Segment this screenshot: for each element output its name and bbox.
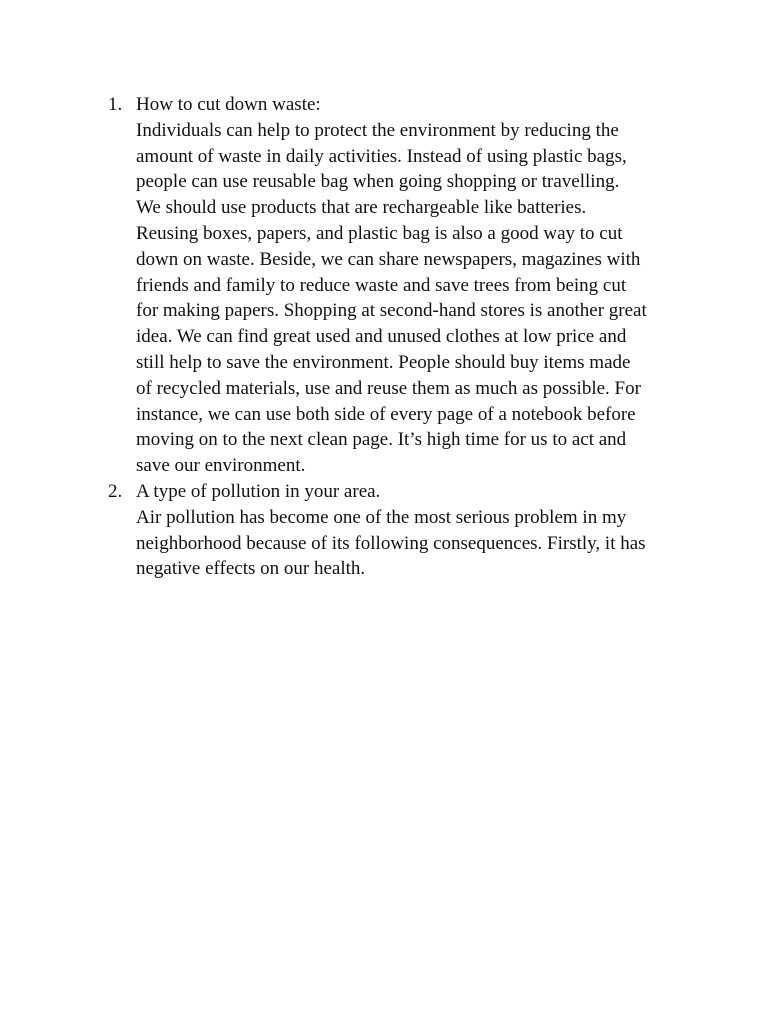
item-number: 1. [108, 94, 123, 115]
paragraph-line: instance, we can use both side of every page of a notebook before [136, 403, 636, 425]
paragraph-line: idea. We can find great used and unused clothes at low price and [136, 326, 627, 348]
paragraph-line: for making papers. Shopping at second-hand stores is another great [136, 300, 647, 322]
paragraph-line: down on waste. Beside, we can share newspapers, magazines with [136, 248, 641, 270]
item-number: 2. [108, 480, 123, 502]
paragraph-line: people can use reusable bag when going shopping or travelling. [136, 171, 620, 193]
list-item-1 [104, 92, 704, 479]
paragraph-line: We should use products that are rechargeable like batteries. [136, 197, 587, 219]
paragraph-line: friends and family to reduce waste and save trees from being cut [136, 274, 627, 296]
paragraph-line: Individuals can help to protect the environment by reducing the [136, 119, 619, 141]
paragraph-line: of recycled materials, use and reuse them as much as possible. For [136, 377, 641, 399]
paragraph-line: moving on to the next clean page. It’s high time for us to act and [136, 429, 627, 451]
paragraph-line: neighborhood because of its following consequences. Firstly, it has [136, 532, 646, 554]
list-item-2 [104, 479, 704, 582]
paragraph-line: Air pollution has become one of the most serious problem in my [136, 506, 627, 528]
numbered-list [104, 92, 704, 582]
paragraph-line: still help to save the environment. People should buy items made [136, 351, 631, 373]
paragraph-line: amount of waste in daily activities. Instead of using plastic bags, [136, 145, 627, 167]
paragraph-line: negative effects on our health. [136, 558, 366, 580]
paragraph-line: save our environment. [136, 455, 306, 477]
paragraph-line: Reusing boxes, papers, and plastic bag is also a good way to cut [136, 222, 623, 244]
item-heading: How to cut down waste: [136, 94, 321, 115]
item-heading: A type of pollution in your area. [136, 480, 381, 502]
